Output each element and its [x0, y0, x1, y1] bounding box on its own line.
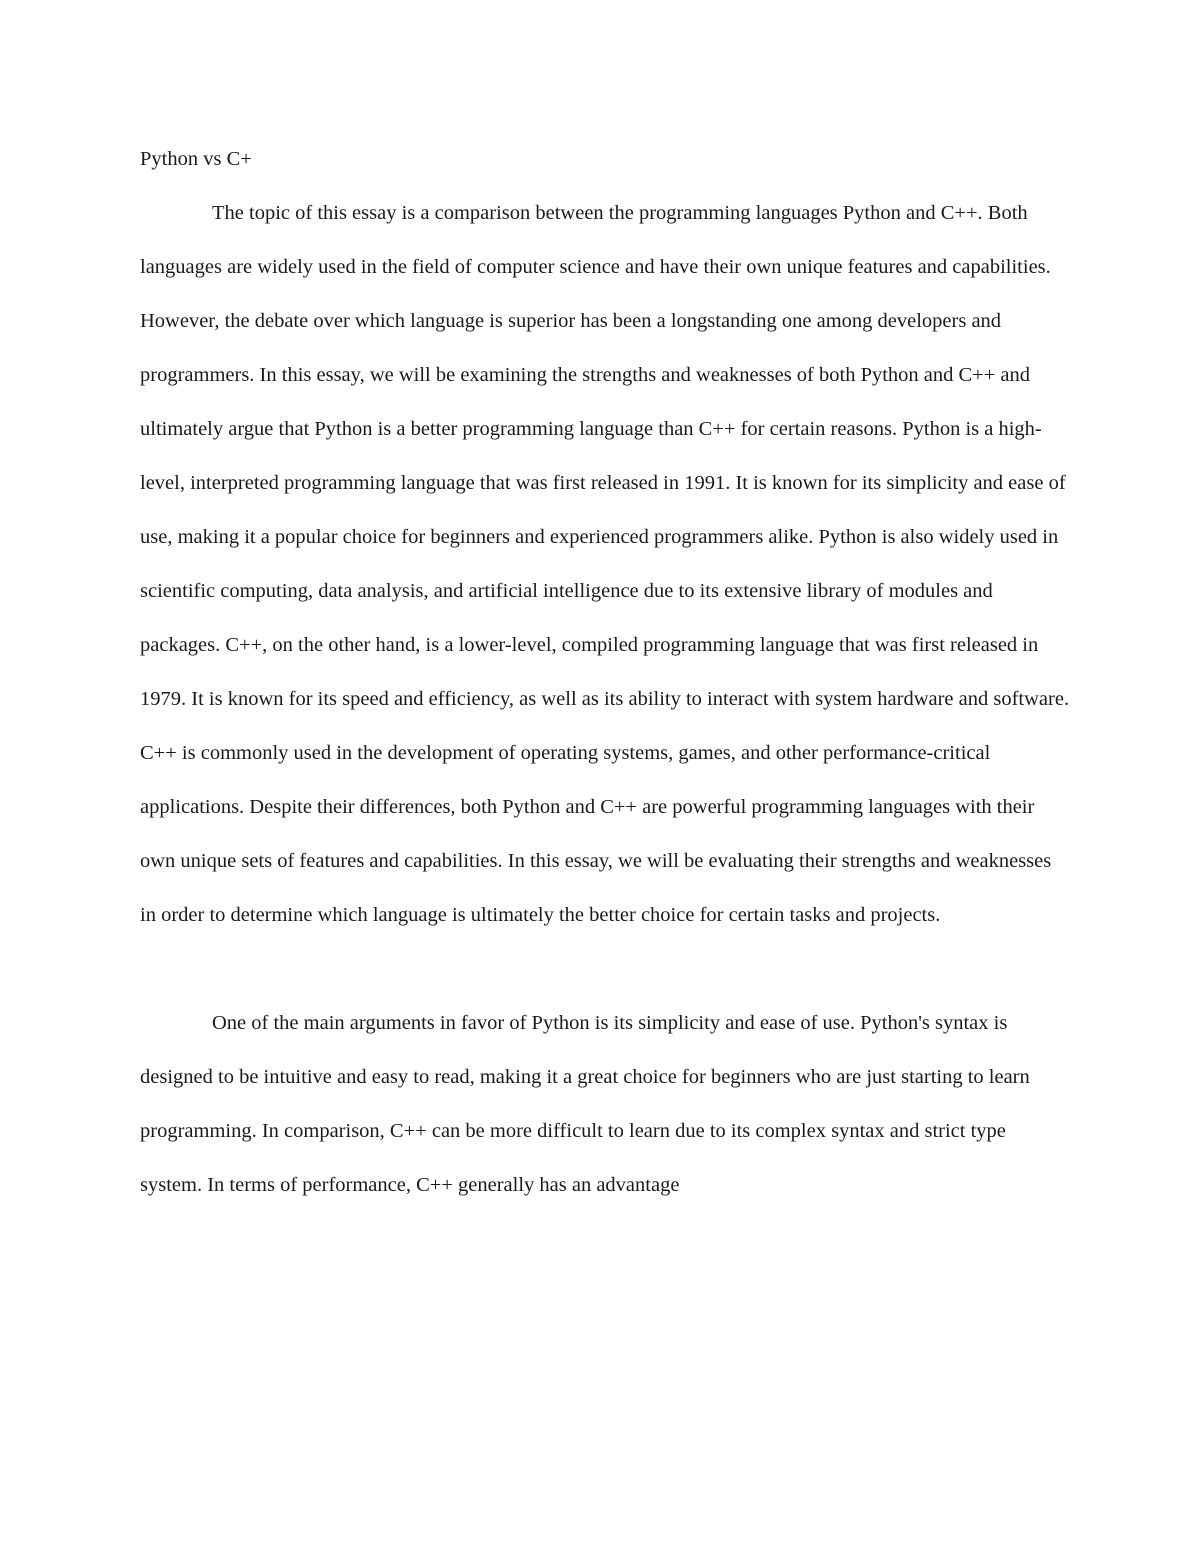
- paragraph-spacer: [140, 942, 1070, 996]
- document-title: Python vs C+: [140, 148, 252, 170]
- paragraph-intro: The topic of this essay is a comparison between the programming languages Python and C++. Both languages are widely used in the field of computer science and have their own unique features and capabilities. However, the debate over which language is superior has been a longstanding one among developers and programmers. In this essay, we will be examining the strengths and weaknesses of both Python and C++ and ultimately argue that Python is a better programming language than C++ for certain reasons. Python is a high-level, interpreted programming language that was first released in 1991. It is known for its simplicity and ease of use, making it a popular choice for beginners and experienced programmers alike. Python is also widely used in scientific computing, data analysis, and artificial intelligence due to its extensive library of modules and packages. C++, on the other hand, is a lower-level, compiled programming language that was first released in 1979. It is known for its speed and efficiency, as well as its ability to interact with system hardware and software. C++ is commonly used in the development of operating systems, games, and other performance-critical applications. Despite their differences, both Python and C++ are powerful programming languages with their own unique sets of features and capabilities. In this essay, we will be evaluating their strengths and weaknesses in order to determine which language is ultimately the better choice for certain tasks and projects.: [140, 202, 1070, 926]
- paragraph-simplicity: One of the main arguments in favor of Python is its simplicity and ease of use. Python's syntax is designed to be intuitive and easy to read, making it a great choice for beginners who are just starting to learn programming. In comparison, C++ can be more difficult to learn due to its complex syntax and strict type system. In terms of performance, C++ generally has an advantage: [140, 1012, 1030, 1196]
- document-body: [140, 132, 1070, 1212]
